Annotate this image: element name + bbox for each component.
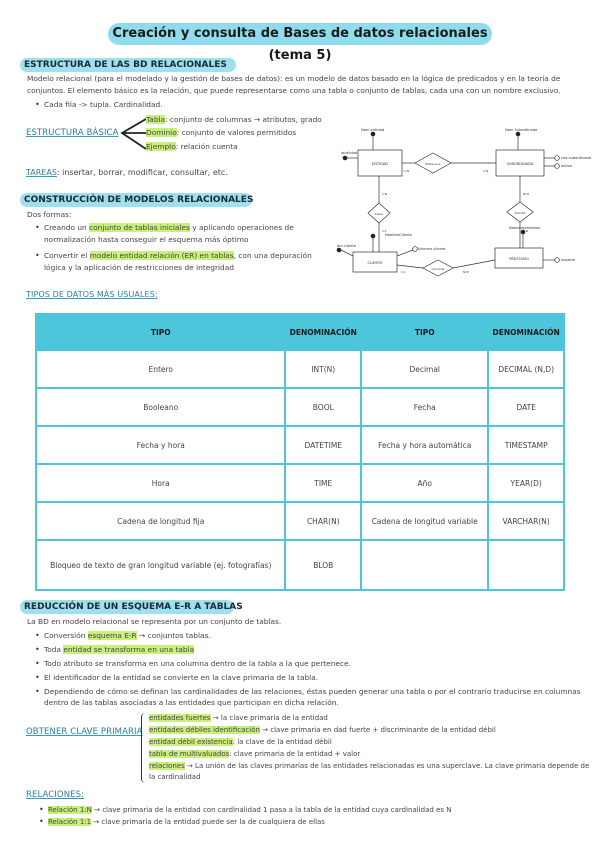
table-cell: Cadena de longitud fija [36, 502, 285, 540]
table-row [36, 540, 564, 590]
er-diagram [333, 120, 592, 280]
table-cell: DATETIME [285, 426, 361, 464]
page-title: Creación y consulta de Bases de datos relacionales (tema 5) [108, 23, 492, 45]
er-entity-label: SUBORDINADA [506, 162, 534, 166]
er-attr-label: Nom Subordinada [505, 128, 538, 132]
estructura-intro-line2: conjuntos. El elemento básico es la relación, que puede representarse como una tabla o conjunto de tablas, cada una con un nombre exclusivo. [27, 86, 561, 95]
table-header-cell: TIPO [36, 314, 285, 350]
er-entity-label: ENTIDAD [371, 162, 389, 166]
reduccion-bullet-3: • Todo atributo se transforma en una columna dentro de la tabla a la que pertenece. [44, 659, 351, 669]
table-cell: Entero [36, 350, 285, 388]
table-cell: Booleano [36, 388, 285, 426]
er-attr-label: NombreCliente [385, 233, 412, 237]
er-card-label: N:M [463, 270, 469, 274]
estructura-dominio: Dominio: conjunto de valores permitidos [146, 128, 297, 137]
table-cell: BOOL [285, 388, 361, 426]
table-row [36, 464, 564, 502]
table-cell: Fecha y hora [36, 426, 285, 464]
er-relation-label: Solicita [514, 211, 526, 215]
section-header-estructura: ESTRUCTURA DE LAS BD RELACIONALES [20, 58, 236, 72]
er-attr-label: dni-cliente [337, 244, 356, 248]
relacion-1n: • Relación 1:N → clave primaria de la entidad con cardinalidad 1 pasa a la tabla de la entidad cuya cardinalidad es N [48, 805, 451, 815]
clave-primaria-label: OBTENER CLAVE PRIMARIA [26, 727, 143, 737]
section-header-construccion: CONSTRUCCIÓN DE MODELOS RELACIONALES [20, 193, 252, 207]
reduccion-intro: La BD en modelo relacional se representa por un conjunto de tablas. [27, 617, 282, 626]
construccion-bullet-1: • Creando un conjunto de tablas iniciales y aplicando operaciones de [44, 223, 294, 233]
table-row [36, 388, 564, 426]
clave-item-4: tabla de multivaluados: clave primaria de la entidad + valor [149, 750, 361, 758]
table-cell: YEAR(D) [488, 464, 564, 502]
table-cell: INT(N) [285, 350, 361, 388]
data-types-table [35, 313, 565, 591]
table-cell: Bloqueo de texto de gran longitud variable (ej. fotografías) [36, 540, 285, 590]
table-row [36, 502, 564, 540]
er-attr-label: Nombreprestamo [509, 226, 541, 230]
table-cell: TIME [285, 464, 361, 502]
table-cell: DATE [488, 388, 564, 426]
er-attr-label: importe [561, 258, 576, 262]
er-entity-label: PRESTAMO [509, 257, 529, 261]
table-cell: Fecha [361, 388, 488, 426]
estructura-intro-line1: Modelo relacional (para el modelado y la gestión de bases de datos): es un modelo de datos basado en la lógica de predicados y en la teoría de [27, 74, 561, 83]
relacion-11: • Relación 1:1 → clave primaria de la entidad puede ser la de cualquiera de ellas [48, 817, 325, 827]
reduccion-bullet-4: • El identificador de la entidad se convierte en la clave primaria de la tabla. [44, 673, 318, 683]
clave-item-5: relaciones → La unión de las claves primarias de las entidades relacionadas es una superclave. La clave primaria depende de [149, 762, 590, 770]
clave-item-3: entidad débil existencia: la clave de la entidad débil [149, 738, 332, 746]
table-header-cell: DENOMINACIÓN [285, 314, 361, 350]
section-header-reduccion: REDUCCIÓN DE UN ESQUEMA E-R A TABLAS [20, 600, 234, 614]
table-header-row [36, 314, 564, 350]
er-card-label: 1:1 [382, 229, 387, 233]
er-relation-label: Concede [431, 267, 445, 271]
relaciones-label: RELACIONES: [26, 790, 85, 800]
er-attr-label: Nom entidad [361, 128, 385, 132]
table-cell: VARCHAR(N) [488, 502, 564, 540]
er-card-label: 1:N [523, 229, 529, 233]
table-header-cell: DENOMINACIÓN [488, 314, 564, 350]
table-cell: Año [361, 464, 488, 502]
estructura-bullet: • Cada fila -> tupla. Cardinalidad. [44, 100, 163, 110]
estructura-tabla: Tabla: conjunto de columnas → atributos, grado [146, 115, 322, 124]
er-attr-label: activo [561, 164, 572, 168]
table-cell: CHAR(N) [285, 502, 361, 540]
er-card-label: 1:N [382, 192, 388, 196]
reduccion-bullet-2: • Toda entidad se transforma en una tabla [44, 645, 194, 655]
construccion-bullet-1-line2: normalización hasta conseguir el esquema más óptimo [44, 235, 249, 244]
estructura-basica-label: ESTRUCTURA BÁSICA [26, 128, 119, 138]
table-cell [488, 540, 564, 590]
table-row [36, 426, 564, 464]
er-entity-label: CLIENTE [367, 261, 383, 265]
er-attr-label: Número cliente [418, 247, 446, 251]
clave-item-2: entidades débiles identificación → clave primaria en dad fuerte + discriminante de la entidad débil [149, 726, 496, 734]
er-card-label: N:M [523, 192, 529, 196]
brace-divider [141, 713, 146, 783]
reduccion-bullet-5-line2: dentro de las tablas asociadas a las entidades que participan en dicha relación. [44, 698, 339, 707]
table-cell [361, 540, 488, 590]
construccion-intro: Dos formas: [27, 210, 72, 219]
tipos-label: TIPOS DE DATOS MÁS USUALES: [26, 290, 158, 299]
table-row [36, 350, 564, 388]
table-header-cell: TIPO [361, 314, 488, 350]
table-cell: Decimal [361, 350, 488, 388]
clave-item-5-line2: la cardinalidad [149, 773, 201, 781]
table-cell: Cadena de longitud variable [361, 502, 488, 540]
table-cell: TIMESTAMP [488, 426, 564, 464]
er-attr-label: localidad [341, 151, 358, 155]
clave-item-1: entidades fuertes → la clave primaria de la entidad [149, 714, 328, 722]
reduccion-bullet-5: • Dependiendo de cómo se definan las cardinalidades de las relaciones, éstas pueden generar una tabla o por el contrario traducirse en columnas [44, 687, 581, 697]
er-card-label: 1:N [483, 169, 489, 173]
er-attr-label: cod-subordinada [561, 156, 592, 160]
tareas-line: TAREAS: insertar, borrar, modificar, consultar, etc. [26, 168, 228, 177]
arrow-brace-icon [118, 115, 148, 155]
estructura-ejemplo: Ejemplo: relación cuenta [146, 142, 238, 151]
table-cell: Hora [36, 464, 285, 502]
table-cell: DECIMAL (N,D) [488, 350, 564, 388]
er-relation-label: Tiene [374, 212, 384, 216]
construccion-bullet-2-line2: lógica y la aplicación de restricciones de integridad [44, 263, 234, 272]
reduccion-bullet-1: • Conversión esquema E-R → conjuntos tablas. [44, 631, 211, 641]
construccion-bullet-2: • Convertir el modelo entidad relación (ER) en tablas, con una depuración [44, 251, 312, 261]
er-card-label: 1:N [404, 169, 410, 173]
er-card-label: 1:1 [401, 270, 406, 274]
table-cell: Fecha y hora automática [361, 426, 488, 464]
er-relation-label: Pertenece [425, 162, 441, 166]
table-cell: BLOB [285, 540, 361, 590]
